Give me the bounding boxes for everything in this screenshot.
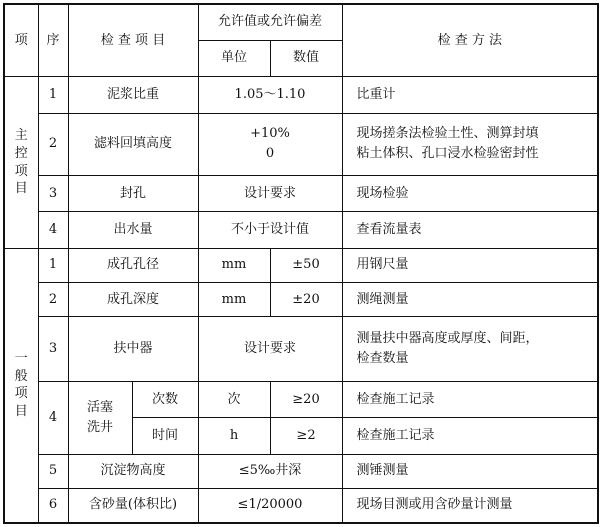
value-cell: ±50 [270,248,342,282]
table-row [4,317,598,382]
method-cell: 检查施工记录 [342,418,598,454]
seq-cell: 3 [38,317,68,382]
item-cell: 成孔孔径 [68,248,198,282]
unit-cell: h [198,418,270,454]
unit-cell: 次 [198,382,270,418]
unit-cell: mm [198,248,270,282]
seq-cell: 1 [38,248,68,282]
method-cell: 用钢尺量 [342,248,598,282]
subitem-cell: 时间 [132,418,198,454]
table-row [4,113,598,176]
item-cell: 沉淀物高度 [68,454,198,488]
seq-cell: 1 [38,77,68,113]
value-cell: ≥20 [270,382,342,418]
inspection-table [3,3,599,524]
method-line: 现场搓条法检验土性、测算封填 [356,126,539,142]
group-general-label: 一 般 项 目 [4,248,38,523]
table-row [4,248,598,282]
seq-cell: 3 [38,176,68,212]
item-cell: 成孔深度 [68,283,198,317]
allow-line: 0 [265,146,275,162]
item-cell: 封孔 [68,176,198,212]
seq-cell: 2 [38,113,68,176]
item-cell [68,382,132,455]
item-line: 洗井 [86,419,113,435]
table-row [4,176,598,212]
value-cell: ±20 [270,283,342,317]
method-cell: 比重计 [342,77,598,113]
seq-cell: 6 [38,489,68,523]
header-row [4,4,598,40]
table-row [4,454,598,488]
allow-cell [198,113,342,176]
unit-cell: mm [198,283,270,317]
method-cell: 检查施工记录 [342,382,598,418]
allow-cell: 不小于设计值 [198,212,342,248]
allow-cell: ≤5‰井深 [198,454,342,488]
header-unit: 单位 [198,40,270,76]
item-cell: 扶中器 [68,317,198,382]
method-line: 测量扶中器高度或厚度、间距， [356,331,539,347]
item-cell: 含砂量(体积比) [68,489,198,523]
group-main-label: 主 控 项 目 [4,77,38,249]
method-cell [342,317,598,382]
header-allowance: 允许值或允许偏差 [198,4,342,40]
method-cell: 测绳测量 [342,283,598,317]
method-cell: 测锤测量 [342,454,598,488]
allow-line: +10% [250,126,290,142]
item-cell: 滤料回填高度 [68,113,198,176]
value-cell: ≥2 [270,418,342,454]
item-cell: 出水量 [68,212,198,248]
table-row [4,489,598,523]
header-item: 项 [4,4,38,77]
subitem-cell: 次数 [132,382,198,418]
header-check-item: 检 查 项 目 [68,4,198,77]
seq-cell: 2 [38,283,68,317]
allow-cell: ≤1/20000 [198,489,342,523]
method-cell: 现场检验 [342,176,598,212]
seq-cell: 4 [38,212,68,248]
method-line: 粘土体积、孔口浸水检验密封性 [356,146,539,162]
allow-cell: 设计要求 [198,176,342,212]
method-cell: 现场目测或用含砂量计测量 [342,489,598,523]
table-row [4,283,598,317]
method-cell [342,113,598,176]
table-row [4,77,598,113]
seq-cell: 5 [38,454,68,488]
allow-cell: 1.05～1.10 [198,77,342,113]
header-seq: 序 [38,4,68,77]
table-row [4,382,598,418]
allow-cell: 设计要求 [198,317,342,382]
item-line: 活塞 [86,399,113,415]
item-cell: 泥浆比重 [68,77,198,113]
method-line: 检查数量 [356,351,409,367]
header-method: 检 查 方 法 [342,4,598,77]
inspection-table-container [3,3,597,524]
table-row [4,212,598,248]
header-value: 数值 [270,40,342,76]
method-cell: 查看流量表 [342,212,598,248]
seq-cell: 4 [38,382,68,455]
